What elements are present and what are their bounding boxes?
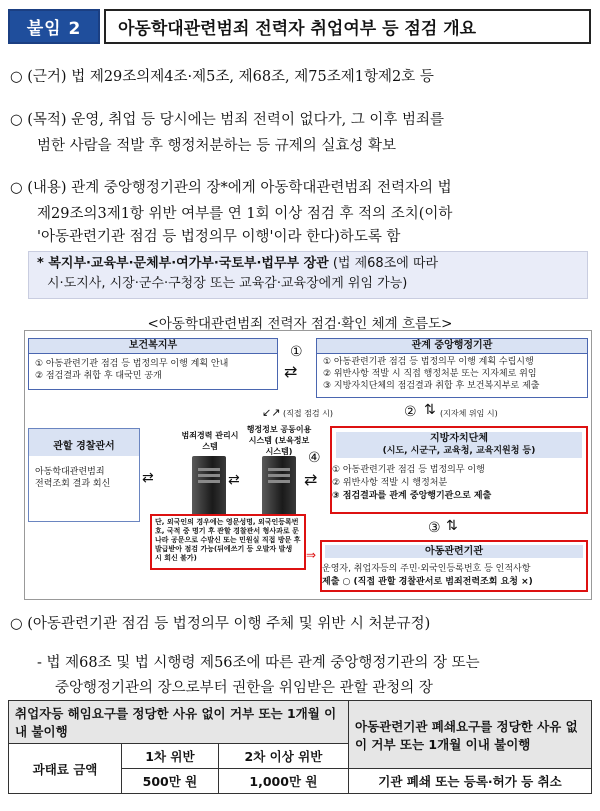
purpose-text-2: 범한 사람을 적발 후 행정처분하는 등 규제의 실효성 확보 <box>37 138 397 154</box>
attachment-badge: 붙임 2 <box>8 9 100 44</box>
basis-text: ○ (근거) 법 제29조의제4조·제5조, 제68조, 제75조제1항제2호 등 <box>10 69 434 85</box>
exchange-arrow-top: ⇄ <box>284 362 298 381</box>
central-agency-head: 관계 중앙행정기관 <box>317 339 587 354</box>
content-text-2: 제29조의3제1항 위반 여부를 연 1회 이상 점검 후 적의 조치(이하 <box>37 206 453 222</box>
police-line-1: 아동학대관련범죄 <box>35 467 105 477</box>
local-head-area <box>336 432 582 458</box>
page-title <box>104 9 591 44</box>
police-head: 관할 경찰관서 <box>29 429 139 456</box>
step-3-label: ③ <box>428 520 441 536</box>
foreigner-note-arrow: ⇒ <box>306 548 317 562</box>
admin-system-server-icon <box>262 456 296 516</box>
foreigner-note-box: 단, 외국인의 경우에는 영문성명, 외국인등록번호, 국적 중 명기 후 관할 경찰관서 형사과로 문나라 공문으로 수발신 또는 민원실 직접 방문 후 발급받아 점검 가능(뒤에쓰기 등 오발자 발생 시 회신 불가) <box>150 514 306 570</box>
content-text-3: '아동관련기관 점검 등 법정의무 이행'이라 한다)하도록 함 <box>37 229 401 245</box>
ministries-note <box>28 251 588 299</box>
step-1-label: ① <box>290 344 303 360</box>
note-delegation-b: 시·도지사, 시장·군수·구청장 또는 교육감·교육장에게 위임 가능) <box>47 276 408 291</box>
fine-label-cell: 과태료 금액 <box>9 744 122 794</box>
welfare-ministry-box <box>28 338 278 390</box>
crime-system-label: 범죄경력 관리시스템 <box>181 431 239 451</box>
left-head-cell: 취업자등 해임요구를 정당한 사유 없이 거부 또는 1개월 이내 불이행 <box>9 701 349 744</box>
right-result-cell: 기관 폐쇄 또는 등록·허가 등 취소 <box>349 769 592 794</box>
content-text-1: ○ (내용) 관계 중앙행정기관의 장*에게 아동학대관련범죄 전력자의 법 <box>10 180 452 196</box>
note-delegation-a: (법 제68조에 따라 <box>328 256 439 271</box>
welfare-line-1: ① 아동관련기관 점검 등 법정의무 이행 계획 안내 <box>35 359 229 369</box>
note-ministries: * 복지부·교육부·문체부·여가부·국토부·법무부 장관 <box>37 256 329 271</box>
local-line-2: ② 위반사항 적발 시 행정처분 <box>332 478 448 488</box>
subject-detail-2: 중앙행정기관의 장으로부터 권한을 위임받은 관할 관청의 장 <box>55 680 433 696</box>
admin-system-label: 행정정보 공동이용시스템 (보육정보시스템) <box>246 425 312 456</box>
central-line-2: ② 위반사항 적발 시 직접 행정처분 또는 지자체로 위임 <box>323 369 537 379</box>
local-sub: (시도, 시군구, 교육청, 교육지원청 등) <box>382 446 536 456</box>
right-head-cell: 아동관련기관 폐쇄요구를 정당한 사유 없이 거부 또는 1개월 이내 불이행 <box>349 701 592 769</box>
subject-detail-1: - 법 제68조 및 법 시행령 제56조에 따른 관계 중앙행정기관의 장 또는 <box>37 655 480 671</box>
child-agency-head: 아동관련기관 <box>325 545 583 558</box>
direct-inspect-label: ↙↗ (직접 점검 시) <box>262 406 333 419</box>
police-line-2: 전력조회 결과 회신 <box>35 479 111 489</box>
delegate-label: (지자체 위임 시) <box>440 409 498 418</box>
crime-system-server-icon <box>192 456 226 516</box>
step-4-label: ④ <box>308 450 321 466</box>
central-line-1: ① 아동관련기관 점검 등 법정의무 이행 계획 수립시행 <box>323 357 534 367</box>
exchange-arrow-mid: ⇄ <box>304 470 318 489</box>
diagram-title: <아동학대관련범죄 전력자 점검·확인 체계 흐름도> <box>147 316 453 332</box>
local-line-1: ① 아동관련기관 점검 등 법정의무 이행 <box>332 465 485 475</box>
first-violation-cell: 1차 위반 <box>122 744 219 769</box>
central-line-3: ③ 지방자치단체의 점검결과 취합 후 보건복지부로 제출 <box>323 381 540 391</box>
penalty-table <box>8 700 592 794</box>
step-2-label: ② <box>404 404 417 420</box>
central-agency-box <box>316 338 588 398</box>
purpose-text-1: ○ (목적) 운영, 취업 등 당시에는 범죄 전력이 없다가, 그 이후 범죄를 <box>10 112 445 128</box>
subject-text: ○ (아동관련기관 점검 등 법정의무 이행 주체 및 위반 시 처분규정) <box>10 616 431 632</box>
agency-line-2: 제출 ○ (직접 관할 경찰관서로 범죄전력조회 요청 ×) <box>322 577 533 587</box>
second-amount-cell: 1,000만 원 <box>218 769 348 794</box>
local-head: 지방자치단체 <box>430 433 488 444</box>
child-agency-box <box>320 540 588 592</box>
police-box <box>28 428 140 522</box>
vertical-exchange-arrow: ⇅ <box>424 402 436 418</box>
second-violation-cell: 2차 이상 위반 <box>218 744 348 769</box>
direct-inspect-text: (직접 점검 시) <box>282 409 333 418</box>
vertical-exchange-arrow-2: ⇅ <box>446 518 458 534</box>
first-amount-cell: 500만 원 <box>122 769 219 794</box>
police-arrow: ⇄ <box>142 470 154 486</box>
system-arrow: ⇄ <box>228 472 240 488</box>
agency-line-1: 운영자, 취업자등의 주민·외국인등록번호 등 인적사항 <box>322 564 531 574</box>
local-line-3: ③ 점검결과를 관계 중앙행기관으로 제출 <box>332 491 492 501</box>
page-title-text: 아동학대관련범죄 전력자 취업여부 등 점검 개요 <box>118 19 477 39</box>
welfare-line-2: ② 점검결과 취합 후 대국민 공개 <box>35 371 162 381</box>
local-government-box <box>330 426 588 514</box>
welfare-ministry-head: 보건복지부 <box>29 339 277 354</box>
